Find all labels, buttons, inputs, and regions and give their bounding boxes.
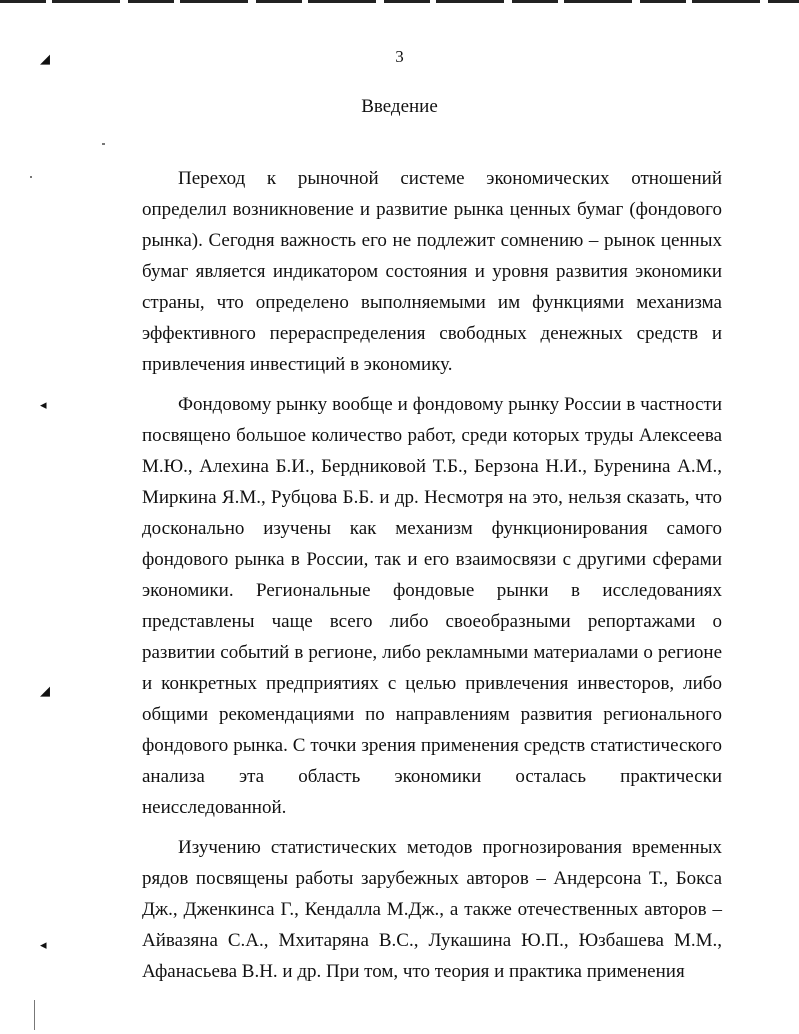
scan-mark-icon: ◢ bbox=[40, 51, 50, 66]
paragraph: Переход к рыночной системе экономических отношений определил возникновение и развитие рынка ценных бумаг (фондового рынка). Сегодня важность его не подлежит сомнению – рынок ценных бумаг является индикатором состояния и уровня развития экономики страны, что определено выполняемыми им функциями механизма эффективного перераспределения свободных денежных средств и привлечения инвестиций в экономику. bbox=[142, 168, 722, 375]
scan-mark-icon: ◢ bbox=[40, 683, 50, 698]
scan-top-edge bbox=[0, 0, 799, 3]
paragraph: Изучению статистических методов прогнозирования временных рядов посвящены работы зарубежных авторов – Андерсона Т., Бокса Дж., Дженкинса Г., Кендалла М.Дж., а также отечественных авторов – Айвазяна С.А., Мхитаряна В.С., Лукашина Ю.П., Юзбашева М.М., Афанасьева В.Н. и др. При том, что теория и практика применения bbox=[142, 837, 722, 982]
scan-speck bbox=[30, 176, 32, 178]
scan-mark-icon: ◂ bbox=[40, 397, 47, 412]
scan-mark-icon: ◂ bbox=[40, 937, 47, 952]
scan-speck bbox=[34, 1000, 35, 1030]
page-number: 3 bbox=[395, 47, 404, 66]
body-text bbox=[142, 163, 722, 996]
section-title: Введение bbox=[361, 96, 438, 117]
scan-speck bbox=[102, 143, 105, 145]
paragraph: Фондовому рынку вообще и фондовому рынку России в частности посвящено большое количество работ, среди которых труды Алексеева М.Ю., Алехина Б.И., Бердниковой Т.Б., Берзона Н.И., Буренина А.М., Миркина Я.М., Рубцова Б.Б. и др. Несмотря на это, нельзя сказать, что досконально изучены как механизм функционирования самого фондового рынка в России, так и его взаимосвязи с другими сферами экономики. Региональные фондовые рынки в исследованиях представлены чаще всего либо своеобразными репортажами о развитии событий в регионе, либо рекламными материалами о регионе и конкретных предприятиях с целью привлечения инвесторов, либо общими рекомендациями по направлениям развития регионального фондового рынка. С точки зрения применения средств статистического анализа эта область экономики осталась практически неисследованной. bbox=[142, 394, 722, 818]
